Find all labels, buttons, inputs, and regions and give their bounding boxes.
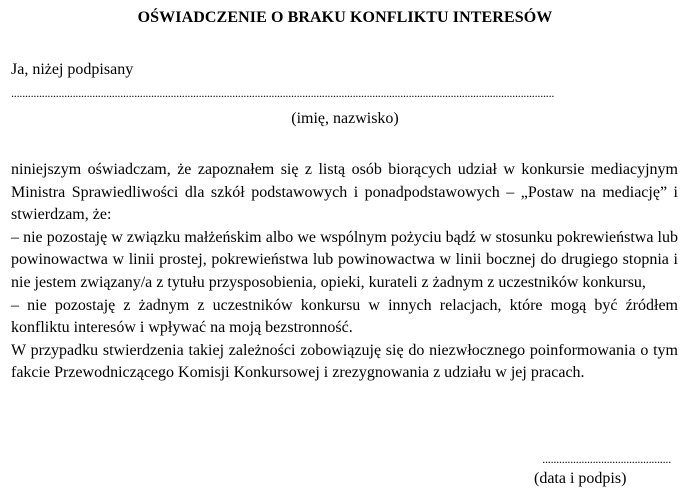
paragraph-declaration: niniejszym oświadczam, że zapoznałem się z listą osób biorących udział w konkursie mediacyjnym Ministra Sprawiedliwości dla szkół podstawowych i ponadpodstawowych – „Postaw na mediację” i stwierdzam, że:: [11, 161, 678, 224]
document-title: OŚWIADCZENIE O BRAKU KONFLIKTU INTERESÓW: [137, 9, 553, 26]
intro-text: Ja, niżej podpisany: [11, 61, 134, 78]
paragraph-no-other-relations: – nie pozostaję z żadnym z uczestników konkursu w innych relacjach, które mogą być źródłem konfliktu interesów i wpływać na moją bezstronność.: [11, 296, 678, 337]
name-caption: (imię, nazwisko): [291, 110, 399, 127]
statement-body: [11, 159, 678, 385]
paragraph-obligation: W przypadku stwierdzenia takiej zależności zobowiązuję się do niezwłocznego poinformowania o tym fakcie Przewodniczącego Komisji Konkursowej i zrezygnowania z udziału w jej pracach.: [11, 341, 678, 382]
paragraph-no-relation-family: – nie pozostaję w związku małżeńskim albo we wspólnym pożyciu bądź w stosunku pokrewieństwa lub powinowactwa w linii prostej, pokrewieństwa lub powinowactwa w linii bocznej do drugiego stopnia i nie jestem związany/a z tytułu przysposobienia, opieki, kurateli z żadnym z uczestników konkursu,: [11, 228, 678, 291]
name-fill-line: ..................................................................................................................................................................................................: [11, 86, 555, 100]
signature-caption: (data i podpis): [534, 470, 627, 487]
signature-fill-line: ..............................................: [542, 452, 671, 466]
